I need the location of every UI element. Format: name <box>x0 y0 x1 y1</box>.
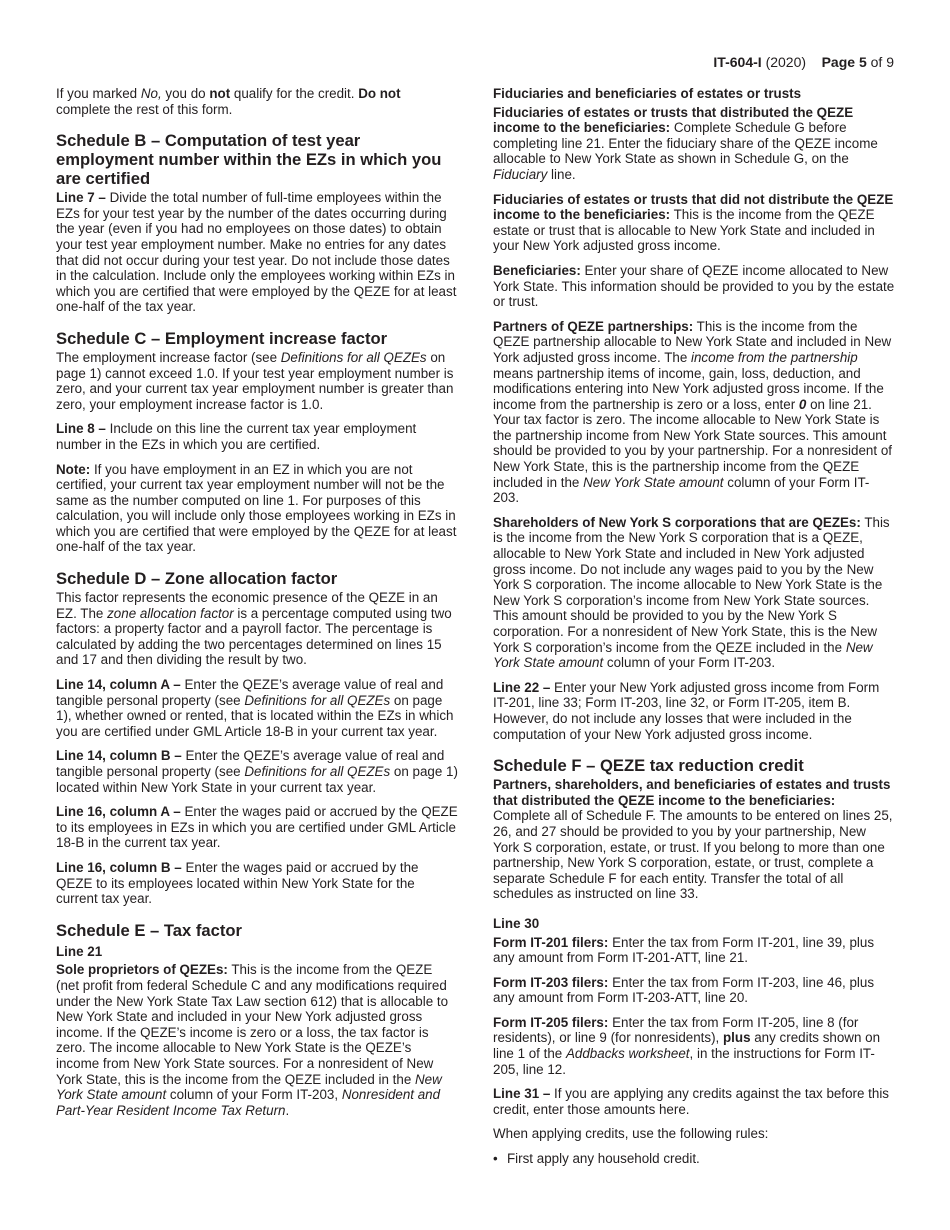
schedule-c-heading: Schedule C – Employment increase factor <box>56 328 388 348</box>
right-column <box>493 86 895 1176</box>
beneficiaries-paragraph: Beneficiaries: Enter your share of QEZE income allocated to New York State. This information should be provided to you by the estate or trust. <box>493 262 895 310</box>
line-16a-paragraph: Line 16, column A – Enter the wages paid or accrued by the QEZE to its employees in EZs in which you are certified under GML Article 18-B in the current tax year. <box>56 804 458 851</box>
schedule-d-heading: Schedule D – Zone allocation factor <box>56 569 338 589</box>
form-year: (2020) <box>765 54 807 70</box>
note-paragraph: Note: If you have employment in an EZ in which you are not certified, your current tax year employment number will not be the same as the number computed on line 1. For purposes of this calculation, you will include only those employees working in EZs in which you are certified that were employed by the QEZE for at least one-half of the tax year. <box>56 461 457 555</box>
schedule-c-intro: The employment increase factor (see Definitions for all QEZEs on page 1) cannot exceed 1.0. If your test year employment number is zero, and your current tax year employment number is greater than zero, your employment increase factor is 1.0. <box>56 349 454 412</box>
it-201-paragraph: Form IT-201 filers: Enter the tax from Form IT-201, line 39, plus any amount from Form IT-201-ATT, line 21. <box>493 934 875 966</box>
line-7-paragraph: Line 7 – Divide the total number of full-time employees within the EZs for your test year by the number of the dates occurring during the year (even if you had no employees on those dates) to obtain your test year employment number. Make no entries for any dates that did not occur during your test year. Do not include those dates in the calculation. Include only the employees working within EZs in which you are certified that were employed by the QEZE for at least one-half of the tax year. <box>56 190 457 315</box>
page-number: 5 <box>858 54 867 70</box>
schedule-f-heading: Schedule F – QEZE tax reduction credit <box>493 756 804 776</box>
fiduciaries-distributed-paragraph: Fiduciaries of estates or trusts that distributed the QEZE income to the beneficiaries: Complete Schedule G before completing line 21. Enter the fiduciary share of the QEZE income allocable to New York State as shown in Schedule G, on the Fiduciary line. <box>493 104 878 182</box>
it-205-paragraph: Form IT-205 filers: Enter the tax from Form IT-205, line 8 (for residents), or line 9 (for nonresidents), plus any credits shown on line 1 of the Addbacks worksheet, in the instructions for Form IT-205, line 12. <box>493 1014 881 1077</box>
page-label: Page <box>821 54 856 70</box>
it-203-paragraph: Form IT-203 filers: Enter the tax from Form IT-203, line 46, plus any amount from Form IT-203-ATT, line 20. <box>493 974 875 1006</box>
form-id: IT-604-I <box>713 54 762 70</box>
line-31-paragraph: Line 31 – If you are applying any credits against the tax before this credit, enter those amounts here. <box>493 1086 889 1117</box>
fiduciaries-not-distributed-paragraph: Fiduciaries of estates or trusts that did not distribute the QEZE income to the beneficiaries: This is the income from the QEZE estate or trust that is allocable to New York State and included in your New York adjusted gross income. <box>493 191 894 254</box>
line-14b-paragraph: Line 14, column B – Enter the QEZE’s average value of real and tangible personal property (see Definitions for all QEZEs on page 1) located within New York State in your current tax year. <box>56 748 458 795</box>
list-item: • First apply any household credit. <box>493 1151 895 1167</box>
page-header <box>713 53 894 71</box>
shareholders-paragraph: Shareholders of New York S corporations that are QEZEs: This is the income from the New York S corporation that is a QEZE, allocable to New York State and included in New York adjusted gross income. Do not include any wages paid to you by the New York S corporation. The income allocable to New York State is the New York S corporation’s income from New York State sources. This amount should be provided to you by the New York S corporation. For a nonresident of New York State, this is the New York S corporation’s income from the QEZE included in the New York State amount column of your Form IT-203. <box>493 514 890 671</box>
schedule-d-intro: This factor represents the economic presence of the QEZE in an EZ. The zone allocation factor is a percentage computed using two factors: a property factor and a payroll factor. The percentage is calculated by adding the two percentages determined on lines 15 and 17 and then dividing the result by two. <box>56 590 452 668</box>
intro-paragraph: If you marked No, you do not qualify for the credit. Do not complete the rest of this form. <box>56 86 401 117</box>
line-21-subheading: Line 21 <box>56 943 103 959</box>
page-of: of 9 <box>870 54 894 70</box>
line-8-paragraph: Line 8 – Include on this line the current tax year employment number in the EZs in which you are certified. <box>56 421 417 452</box>
line-16b-paragraph: Line 16, column B – Enter the wages paid or accrued by the QEZE to its employees located within New York State for the current tax year. <box>56 859 419 907</box>
rules-intro: When applying credits, use the following rules: <box>493 1126 769 1142</box>
line-14a-paragraph: Line 14, column A – Enter the QEZE’s average value of real and tangible personal property (see Definitions for all QEZEs on page 1), whether owned or rented, that is located within the EZs in which you are certified under GML Article 18-B in your current tax year. <box>56 677 454 739</box>
fiduciaries-heading: Fiduciaries and beneficiaries of estates or trusts <box>493 86 802 101</box>
line-30-subheading: Line 30 <box>493 915 540 931</box>
line-22-paragraph: Line 22 – Enter your New York adjusted gross income from Form IT-201, line 33; Form IT-203, line 32, or Form IT-205, item B. However, do not include any losses that were included in the computation of your New York adjusted gross income. <box>493 679 880 742</box>
schedule-e-heading: Schedule E – Tax factor <box>56 920 242 940</box>
sole-proprietors-paragraph: Sole proprietors of QEZEs: This is the income from the QEZE (net profit from federal Schedule C and any modifications required under the New York State Tax Law section 612) that is allocable to New York State and included in your New York adjusted gross income. If the QEZE’s income is zero or a loss, the tax factor is zero. The income allocable to New York State is the QEZE’s income from New York State sources. For a nonresident of New York State, this is the income from the QEZE included in the New York State amount column of your Form IT-203, Nonresident and Part-Year Resident Income Tax Return. <box>56 962 449 1118</box>
schedule-b-heading: Schedule B – Computation of test year employment number within the EZs in which you are certified <box>56 131 442 189</box>
left-column <box>56 86 458 1127</box>
schedule-f-intro: Partners, shareholders, and beneficiaries of estates and trusts that distributed the QEZE income to the beneficiaries: Complete all of Schedule F. The amounts to be entered on lines 25, 26, and 27 should be provided to you by your partnership, New York S corporation, estate, or trust. If you belong to more than one partnership, New York S corporation, estate, or trust, complete a separate Schedule F for each entity. Transfer the total of all schedules as instructed on line 33. <box>493 777 893 902</box>
partners-paragraph: Partners of QEZE partnerships: This is the income from the QEZE partnership allocable to New York State and included in New York adjusted gross income. The income from the partnership means partnership items of income, gain, loss, deduction, and modifications entering into New York adjusted gross income. If the income from the partnership is zero or a loss, enter 0 on line 21. Your tax factor is zero. The income allocable to New York State is the partnership income from New York State sources. This amount should be provided to you by your partnership. For a nonresident of New York State, this is the partnership income from the QEZE included in the New York State amount column of your Form IT-203. <box>493 318 892 506</box>
